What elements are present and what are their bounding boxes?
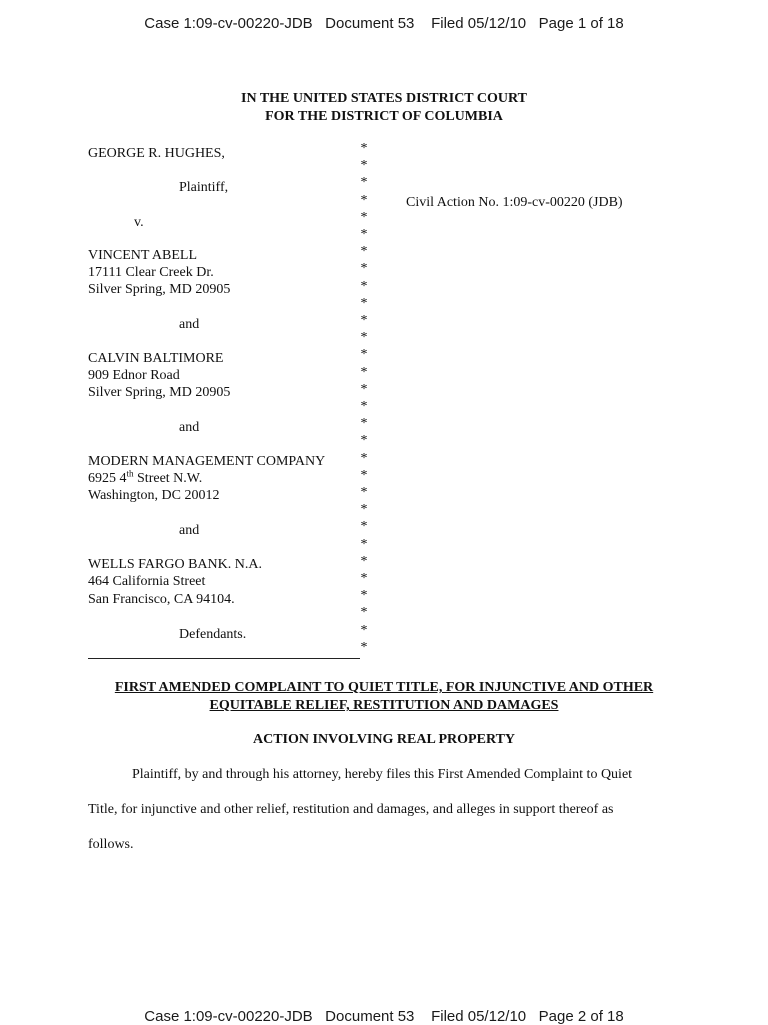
defendant-2-address-line2: Silver Spring, MD 20905 [88, 385, 231, 400]
plaintiff-name: GEORGE R. HUGHES, [88, 146, 225, 161]
defendant-4-address-line1: 464 California Street [88, 574, 206, 589]
and-connector-3: and [179, 523, 200, 538]
caption-star: * [360, 244, 368, 260]
caption-divider [88, 658, 360, 659]
defendant-1-address-line1: 17111 Clear Creek Dr. [88, 265, 214, 280]
page-header: Case 1:09-cv-00220-JDB Document 53 Filed 05/12/10 Page 1 of 18 [144, 15, 624, 32]
caption-star: * [360, 295, 368, 311]
body-paragraph-line2: Title, for injunctive and other relief, restitution and damages, and alleges in support thereof as [88, 802, 614, 817]
defendant-3-address-line1 [88, 470, 202, 487]
complaint-subheading: ACTION INVOLVING REAL PROPERTY [252, 732, 516, 747]
complaint-title-line2: EQUITABLE RELIEF, RESTITUTION AND DAMAGES [209, 698, 559, 713]
caption-star: * [360, 175, 368, 191]
caption-star: * [360, 364, 368, 380]
court-district: FOR THE DISTRICT OF COLUMBIA [265, 109, 503, 124]
caption-star: * [360, 399, 368, 415]
defendant-2-name: CALVIN BALTIMORE [88, 351, 224, 366]
caption-star: * [360, 141, 368, 156]
caption-star: * [360, 433, 368, 449]
caption-star: * [360, 347, 368, 363]
defendant-4-address-line2: San Francisco, CA 94104. [88, 592, 235, 607]
caption-star: * [360, 605, 368, 621]
caption-star: * [360, 209, 368, 225]
and-connector-1: and [179, 317, 200, 332]
caption-star: * [360, 227, 368, 243]
caption-star: * [360, 278, 368, 294]
versus-label: v. [134, 215, 144, 230]
next-page-header: Case 1:09-cv-00220-JDB Document 53 Filed 05/12/10 Page 2 of 18 [144, 1008, 624, 1025]
complaint-title-line1: FIRST AMENDED COMPLAINT TO QUIET TITLE, FOR INJUNCTIVE AND OTHER [114, 680, 654, 695]
caption-star: * [360, 502, 368, 518]
street-name: Street N.W. [133, 471, 203, 486]
caption-star: * [360, 450, 368, 466]
and-connector-2: and [179, 420, 200, 435]
caption-star: * [360, 192, 368, 208]
court-name: IN THE UNITED STATES DISTRICT COURT [241, 91, 527, 106]
caption-star: * [360, 519, 368, 535]
caption-star: * [360, 313, 368, 329]
defendant-2-address-line1: 909 Ednor Road [88, 368, 180, 383]
caption-star: * [360, 553, 368, 569]
defendant-1-name: VINCENT ABELL [88, 248, 198, 263]
defendant-3-address-line2: Washington, DC 20012 [88, 488, 220, 503]
civil-action-number: Civil Action No. 1:09-cv-00220 (JDB) [406, 195, 623, 210]
caption-star: * [360, 536, 368, 552]
ordinal-suffix: th [126, 468, 134, 479]
caption-star: * [360, 416, 368, 432]
street-number: 6925 4 [88, 471, 127, 486]
caption-star: * [360, 381, 368, 397]
caption-star-column [358, 140, 370, 656]
defendant-1-address-line2: Silver Spring, MD 20905 [88, 282, 231, 297]
defendant-3-name: MODERN MANAGEMENT COMPANY [88, 454, 326, 469]
caption-star: * [360, 622, 368, 638]
defendant-4-name: WELLS FARGO BANK. N.A. [88, 557, 262, 572]
caption-star: * [360, 467, 368, 483]
body-paragraph-line1: Plaintiff, by and through his attorney, hereby files this First Amended Complaint to Quiet [132, 767, 633, 782]
caption-star: * [360, 485, 368, 501]
caption-star: * [360, 588, 368, 604]
defendants-role: Defendants. [179, 627, 247, 642]
caption-star: * [360, 261, 368, 277]
caption-star: * [360, 330, 368, 346]
caption-star: * [360, 639, 368, 655]
caption-star: * [360, 571, 368, 587]
caption-star: * [360, 158, 368, 174]
body-paragraph-line3: follows. [88, 837, 134, 852]
plaintiff-role: Plaintiff, [179, 180, 229, 195]
